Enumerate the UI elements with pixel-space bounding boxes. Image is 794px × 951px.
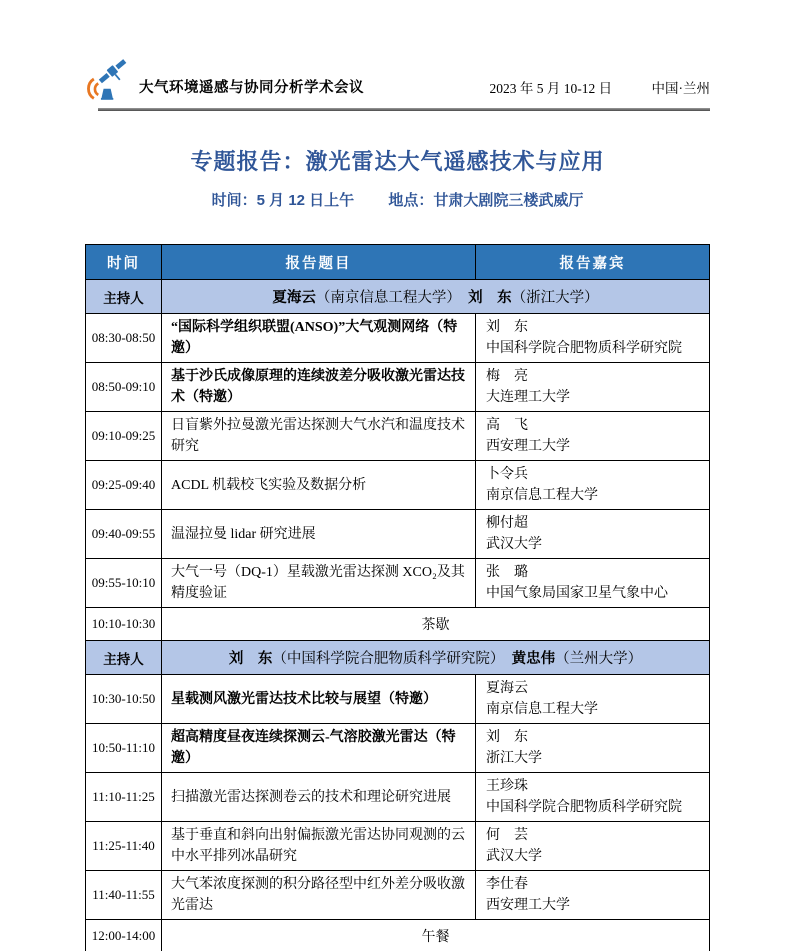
break-label: 午餐 [162, 920, 710, 951]
time-cell: 11:10-11:25 [86, 773, 162, 822]
time-cell: 12:00-14:00 [86, 920, 162, 951]
chair-row [86, 280, 710, 314]
guest-cell [476, 724, 710, 773]
chair-row [86, 641, 710, 675]
talk-title: 超高精度昼夜连续探测云-气溶胶激光雷达（特邀） [162, 724, 476, 773]
table-header-row [86, 245, 710, 280]
session-time: 时间：5 月 12 日上午 [211, 192, 355, 209]
talk-row [86, 724, 710, 773]
time-cell: 09:40-09:55 [86, 510, 162, 559]
time-cell: 11:25-11:40 [86, 822, 162, 871]
talk-title: 温湿拉曼 lidar 研究进展 [162, 510, 476, 559]
talk-title: “国际科学组织联盟(ANSO)”大气观测网络（特邀） [162, 314, 476, 363]
guest-name: 柳付超 [486, 516, 528, 531]
chair-person-name: 刘 东 [468, 290, 512, 306]
guest-cell [476, 510, 710, 559]
guest-name: 何 芸 [486, 828, 528, 843]
chair-person-affiliation: （兰州大学） [555, 651, 643, 667]
guest-name: 夏海云 [486, 681, 528, 696]
time-cell: 09:55-10:10 [86, 559, 162, 608]
chair-person-affiliation: （中国科学院合肥物质科学研究院） [272, 651, 512, 667]
guest-cell [476, 363, 710, 412]
guest-affiliation: 南京信息工程大学 [486, 488, 598, 503]
guest-cell [476, 773, 710, 822]
conference-location: 中国·兰州 [651, 81, 710, 96]
guest-cell [476, 314, 710, 363]
talk-row [86, 510, 710, 559]
chair-label: 主持人 [86, 280, 162, 314]
guest-affiliation: 中国气象局国家卫星气象中心 [486, 586, 668, 601]
guest-affiliation: 南京信息工程大学 [486, 702, 598, 717]
conference-brand [85, 56, 364, 102]
guest-name: 高 飞 [486, 418, 528, 433]
talk-title: 基于沙氏成像原理的连续波差分吸收激光雷达技术（特邀） [162, 363, 476, 412]
guest-cell [476, 822, 710, 871]
guest-name: 卜令兵 [486, 467, 528, 482]
guest-affiliation: 西安理工大学 [486, 439, 570, 454]
guest-name: 李仕春 [486, 877, 528, 892]
guest-name: 刘 东 [486, 730, 528, 745]
guest-affiliation: 西安理工大学 [486, 898, 570, 913]
conference-date: 2023 年 5 月 10-12 日 [489, 81, 613, 96]
conference-name: 大气环境遥感与协同分析学术会议 [139, 80, 364, 96]
talk-row [86, 822, 710, 871]
session-location: 地点：甘肃大剧院三楼武威厅 [388, 192, 584, 209]
talk-row [86, 559, 710, 608]
column-header-guest: 报告嘉宾 [476, 245, 710, 280]
document-header [85, 56, 710, 102]
guest-cell [476, 675, 710, 724]
guest-affiliation: 浙江大学 [486, 751, 542, 766]
break-label: 茶歇 [162, 608, 710, 641]
time-cell: 08:30-08:50 [86, 314, 162, 363]
guest-affiliation: 武汉大学 [486, 537, 542, 552]
talk-row [86, 675, 710, 724]
time-cell: 11:40-11:55 [86, 871, 162, 920]
break-row [86, 608, 710, 641]
chair-person-affiliation: （南京信息工程大学） [315, 290, 469, 306]
guest-name: 王珍珠 [486, 779, 528, 794]
session-title: 专题报告：激光雷达大气遥感技术与应用 [190, 149, 605, 174]
break-row [86, 920, 710, 951]
session-subtitle [85, 189, 710, 210]
time-cell: 10:10-10:30 [86, 608, 162, 641]
time-cell: 09:25-09:40 [86, 461, 162, 510]
chair-person-name: 刘 东 [228, 651, 273, 667]
talk-row [86, 314, 710, 363]
talk-row [86, 363, 710, 412]
column-header-title: 报告题目 [162, 245, 476, 280]
time-cell: 08:50-09:10 [86, 363, 162, 412]
talk-row [86, 412, 710, 461]
talk-title: 星载测风激光雷达技术比较与展望（特邀） [162, 675, 476, 724]
guest-cell [476, 559, 710, 608]
chair-label: 主持人 [86, 641, 162, 675]
talk-row [86, 871, 710, 920]
talk-title: 大气苯浓度探测的积分路径型中红外差分吸收激光雷达 [162, 871, 476, 920]
guest-affiliation: 大连理工大学 [486, 390, 570, 405]
header-divider [98, 108, 710, 111]
chair-person-name: 夏海云 [272, 290, 316, 306]
talk-title: ACDL 机载校飞实验及数据分析 [162, 461, 476, 510]
guest-affiliation: 中国科学院合肥物质科学研究院 [486, 800, 682, 815]
schedule-table [85, 244, 710, 951]
guest-cell [476, 412, 710, 461]
talk-title: 基于垂直和斜向出射偏振激光雷达协同观测的云中水平排列冰晶研究 [162, 822, 476, 871]
satellite-logo-icon [85, 56, 131, 102]
chair-person-affiliation: （浙江大学） [511, 290, 599, 306]
guest-affiliation: 中国科学院合肥物质科学研究院 [486, 341, 682, 356]
chair-names [162, 280, 710, 314]
time-cell: 10:50-11:10 [86, 724, 162, 773]
talk-title: 日盲紫外拉曼激光雷达探测大气水汽和温度技术研究 [162, 412, 476, 461]
talk-title: 大气一号（DQ-1）星载激光雷达探测 XCO₂及其精度验证 [162, 559, 476, 608]
chair-names [162, 641, 710, 675]
conference-meta [490, 77, 711, 102]
time-cell: 10:30-10:50 [86, 675, 162, 724]
column-header-time: 时间 [86, 245, 162, 280]
guest-cell [476, 871, 710, 920]
talk-row [86, 773, 710, 822]
guest-name: 刘 东 [486, 320, 528, 335]
guest-name: 梅 亮 [486, 369, 528, 384]
talk-title: 扫描激光雷达探测卷云的技术和理论研究进展 [162, 773, 476, 822]
guest-name: 张 璐 [486, 565, 528, 580]
time-cell: 09:10-09:25 [86, 412, 162, 461]
guest-affiliation: 武汉大学 [486, 849, 542, 864]
guest-cell [476, 461, 710, 510]
talk-row [86, 461, 710, 510]
chair-person-name: 黄忠伟 [511, 651, 556, 667]
